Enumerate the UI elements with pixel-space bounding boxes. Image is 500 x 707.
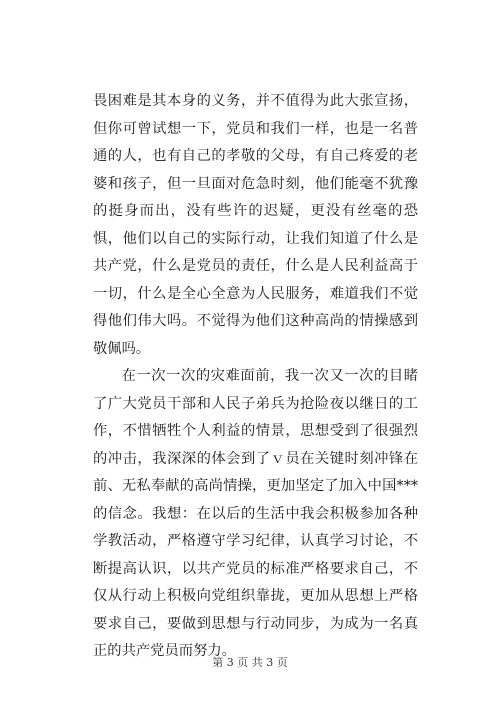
paragraph-continued: 畏困难是其本身的义务，并不值得为此大张宣扬，但你可曾试想一下，党员和我们一样，也是一名普通的人，也有自己的孝敬的父母，有自己疼爱的老婆和孩子，但一旦面对危急时刻，他们能毫不犹豫的挺身而出，没有些许的迟疑，更没有丝毫的恐惧，他们以自己的实际行动，让我们知道了什么是共产党，什么是党员的责任，什么是人民利益高于一切，什么是全心全意为人民服务，难道我们不觉得他们伟大吗。不觉得为他们这种高尚的情操感到敬佩吗。 <box>93 93 418 357</box>
document-body <box>93 88 418 666</box>
paragraph-disaster-reflection: 在一次一次的灾难面前，我一次又一次的目睹了广大党员干部和人民子弟兵为抢险夜以继日的工作，不惜牺牲个人利益的情景，思想受到了很强烈的冲击，我深深的体会到了ｖ员在关键时刻冲锋在前、无私奉献的高尚情操，更加坚定了加入中国***的信念。我想：在以后的生活中我会积极参加各种学教活动，严格遵守学习纪律，认真学习讨论，不断提高认识，以共产党员的标准严格要求自己，不仅从行动上积极向党组织靠拢，更加从思想上严格要求自己，要做到思想与行动同步，为成为一名真正的共产党员而努力。 <box>93 368 418 659</box>
page-footer: 第 3 页 共 3 页 <box>212 656 288 669</box>
